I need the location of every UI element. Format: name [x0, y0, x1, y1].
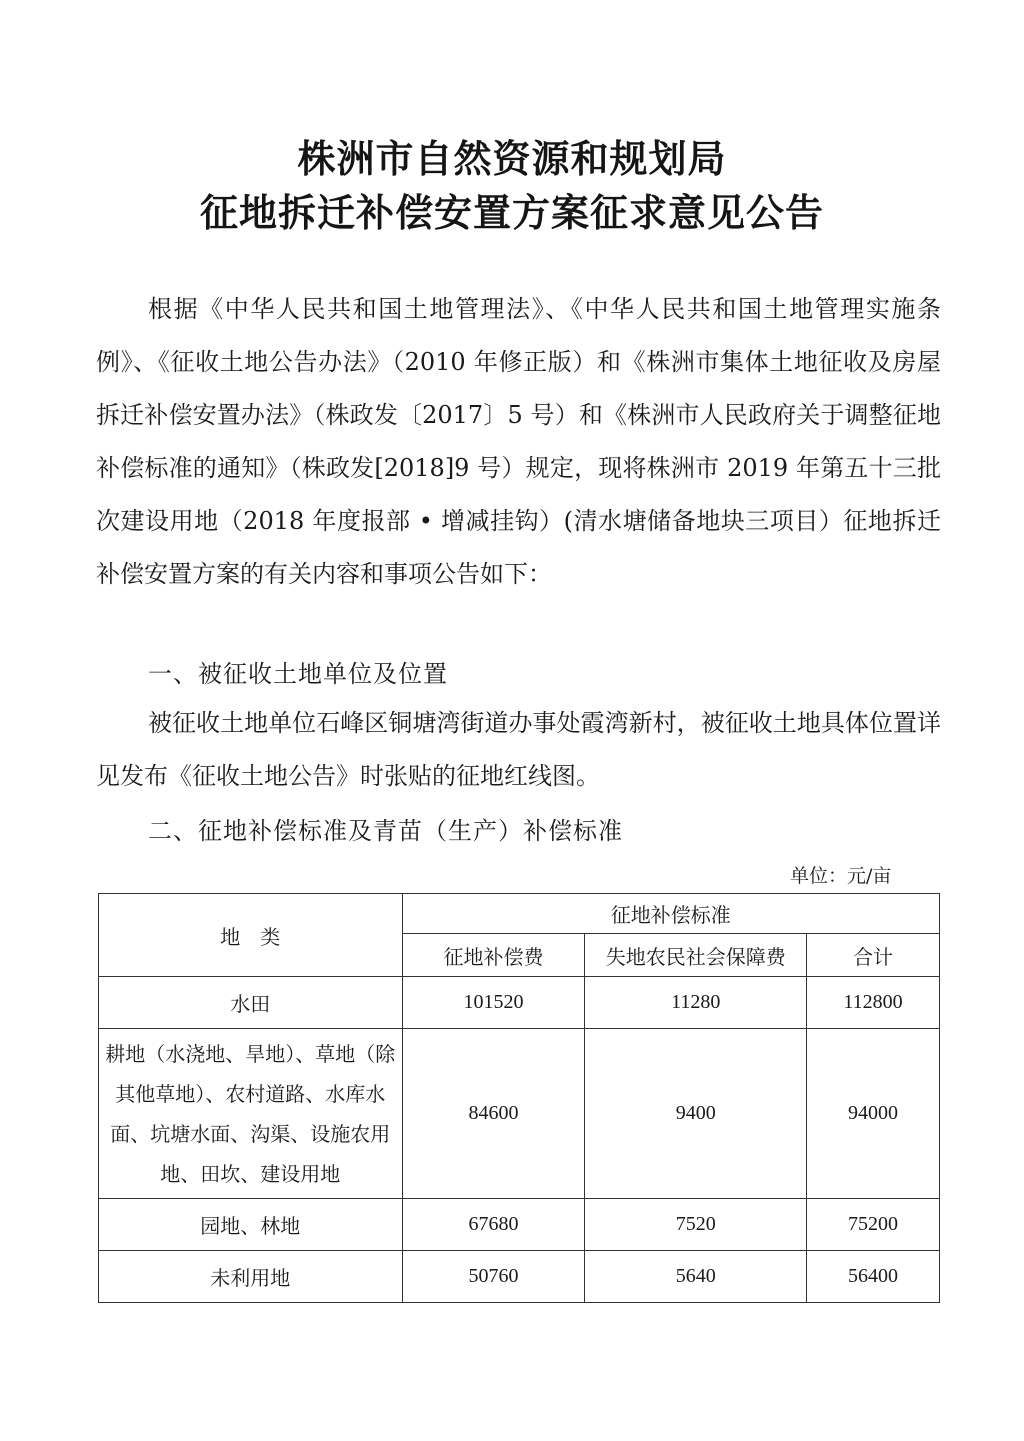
row-social: 5640 — [585, 1251, 807, 1303]
table-row — [99, 1029, 940, 1199]
section-2-heading: 二、征地补偿标准及青苗（生产）补偿标准 — [148, 817, 623, 845]
title-line-2: 征地拆迁补偿安置方案征求意见公告 — [199, 191, 824, 235]
row-land-type: 水田 — [99, 977, 403, 1029]
row-land-type: 园地、林地 — [99, 1199, 403, 1251]
row-total: 112800 — [807, 977, 940, 1029]
row-land-type: 耕地（水浇地、旱地）、草地（除其他草地）、农村道路、水库水面、坑塘水面、沟渠、设施农用地、田坎、建设用地 — [99, 1029, 403, 1199]
row-social: 7520 — [585, 1199, 807, 1251]
header-social: 失地农民社会保障费 — [585, 934, 807, 977]
row-social: 9400 — [585, 1029, 807, 1199]
row-total: 75200 — [807, 1199, 940, 1251]
header-land-type: 地 类 — [99, 894, 403, 977]
header-fee: 征地补偿费 — [402, 934, 585, 977]
header-total: 合计 — [807, 934, 940, 977]
section-1-body: 被征收土地单位石峰区铜塘湾街道办事处霞湾新村，被征收土地具体位置详见发布《征收土地公告》时张贴的征地红线图。 — [96, 709, 941, 790]
table-row — [99, 1199, 940, 1251]
compensation-table — [98, 893, 940, 1303]
row-fee: 67680 — [402, 1199, 585, 1251]
row-total: 94000 — [807, 1029, 940, 1199]
header-standard-group: 征地补偿标准 — [402, 894, 939, 934]
row-total: 56400 — [807, 1251, 940, 1303]
row-fee: 50760 — [402, 1251, 585, 1303]
table-unit: 单位：元/亩 — [790, 865, 892, 887]
row-fee: 101520 — [402, 977, 585, 1029]
section-1-heading: 一、被征收土地单位及位置 — [148, 660, 448, 688]
row-land-type: 未利用地 — [99, 1251, 403, 1303]
row-social: 11280 — [585, 977, 807, 1029]
table-row — [99, 1251, 940, 1303]
intro-paragraph: 根据《中华人民共和国土地管理法》、《中华人民共和国土地管理实施条例》、《征收土地公告办法》（2010 年修正版）和《株洲市集体土地征收及房屋拆迁补偿安置办法》（株政发〔2017〕5 号）和《株洲市人民政府关于调整征地补偿标准的通知》（株政发[2018]9 号）规定，现将株洲市 2019 年第五十三批次建设用地（2018 年度报部 • 增减挂钩）(清水塘储备地块三项目）征地拆迁补偿安置方案的有关内容和事项公告如下： — [96, 295, 941, 588]
title-line-1: 株洲市自然资源和规划局 — [297, 137, 727, 181]
table-row — [99, 977, 940, 1029]
row-fee: 84600 — [402, 1029, 585, 1199]
